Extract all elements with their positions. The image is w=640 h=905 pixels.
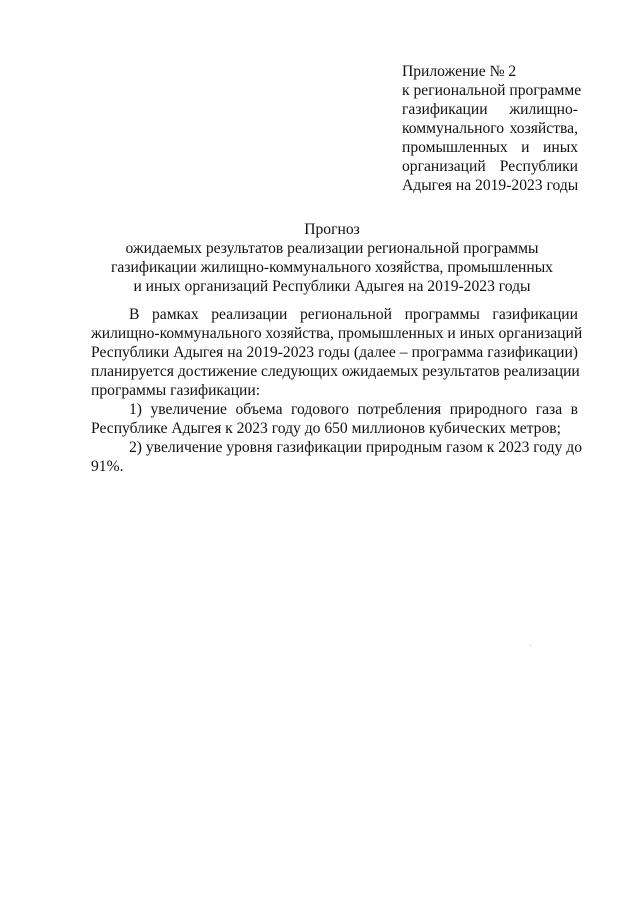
- intro-paragraph: [91, 305, 583, 400]
- appendix-line: к региональной программе: [402, 82, 582, 99]
- paragraph-line: 1) увеличение объема годового потребления природного газа в: [129, 401, 578, 418]
- appendix-line: организаций Республики: [402, 158, 578, 175]
- document-body: [91, 305, 583, 476]
- document-heading: [88, 220, 576, 296]
- appendix-line: Адыгея на 2019-2023 годы: [402, 177, 579, 194]
- list-item-2: [91, 438, 582, 476]
- heading-subtitle-line: и иных организаций Республики Адыгея на 2019-2023 годы: [133, 278, 531, 295]
- paragraph-line: жилищно-коммунального хозяйства, промышленных и иных организаций: [91, 325, 583, 342]
- heading-title: Прогноз: [304, 221, 360, 238]
- heading-subtitle-line: газификации жилищно-коммунального хозяйства, промышленных: [111, 259, 553, 276]
- paragraph-line: Республики Адыгея на 2019-2023 годы (далее – программа газификации): [91, 344, 578, 361]
- scan-speck: [530, 645, 531, 646]
- list-item-1: [91, 400, 578, 438]
- heading-subtitle-line: ожидаемых результатов реализации региональной программы: [125, 240, 539, 257]
- paragraph-line: программы газификации:: [91, 382, 261, 399]
- paragraph-line: В рамках реализации региональной программы газификации: [129, 306, 578, 323]
- appendix-header: [402, 62, 582, 195]
- paragraph-line: Республике Адыгея к 2023 году до 650 миллионов кубических метров;: [91, 420, 561, 437]
- paragraph-line: 2) увеличение уровня газификации природным газом к 2023 году до: [129, 439, 582, 456]
- appendix-number: Приложение № 2: [402, 63, 517, 80]
- appendix-line: коммунального хозяйства,: [402, 120, 578, 137]
- paragraph-line: планируется достижение следующих ожидаемых результатов реализации: [91, 363, 580, 380]
- appendix-line: газификации жилищно-: [402, 101, 578, 118]
- paragraph-line: 91%.: [91, 458, 124, 475]
- appendix-line: промышленных и иных: [402, 139, 578, 156]
